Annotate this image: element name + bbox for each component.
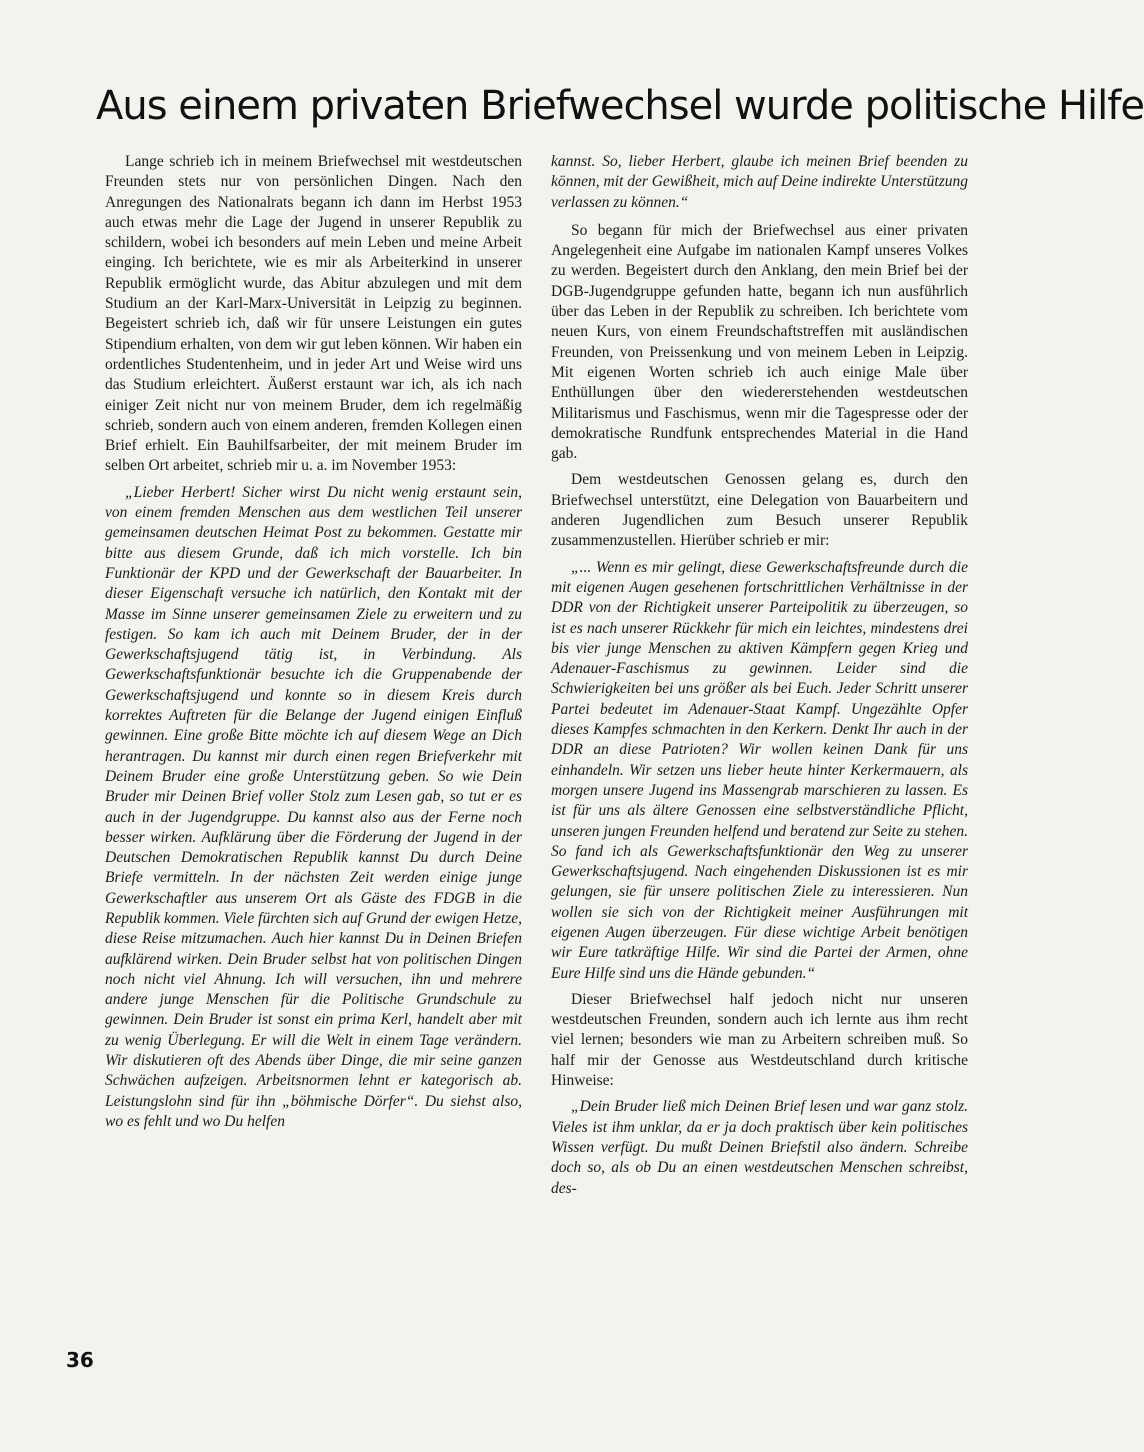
letter-quote-3: „Dein Bruder ließ mich Deinen Brief lesen und war ganz stolz. Vieles ist ihm unklar, da er ja doch praktisch über kein politisches Wissen verfügt. Du mußt Deinen Briefstil also ändern. Schreibe doch so, als ob Du an einen westdeutschen Menschen schreibst, des- [551, 1098, 968, 1197]
paragraph-2: So begann für mich der Briefwechsel aus einer privaten Angelegenheit eine Aufgabe im nationalen Kampf unseres Volkes zu werden. Begeistert durch den Anklang, den mein Brief bei der DGB-Jugendgruppe gefunden hatte, begann ich nun ausführlich über das Leben in der Republik zu schreiben. Ich berichtete vom neuen Kurs, von einem Freundschaftstreffen mit ausländischen Freunden, von Preissenkung und von meinem Leben in Leipzig. Mit eigenen Worten schrieb ich auch einige Male über Enthüllungen über den wiedererstehenden westdeutschen Militarismus und Faschismus, wenn mir die Tagespresse oder der demokratische Rundfunk entsprechendes Material in die Hand gab. [551, 221, 968, 463]
letter-quote-1: „Lieber Herbert! Sicher wirst Du nicht wenig erstaunt sein, von einem fremden Menschen aus dem westlichen Teil unserer gemeinsamen deutschen Heimat Post zu bekommen. Gestatte mir bitte aus diesem Grunde, daß ich mich vorstelle. Ich bin Funktionär der KPD und der Gewerkschaft der Bauarbeiter. In dieser Eigenschaft versuche ich natürlich, den Kontakt mit der Masse im Sinne unserer gemeinsamen Ziele zu erweitern und zu festigen. So kam ich auch mit Deinem Bruder, der in der Gewerkschaftsjugend tätig ist, in Verbindung. Als Gewerkschaftsfunktionär besuchte ich die Gruppenabende der Gewerkschaftsjugend und konnte so in diesem Kreis durch korrektes Auftreten für die Belange der Jugend einigen Einfluß gewinnen. Eine große Bitte möchte ich auf diesem Wege an Dich herantragen. Du kannst mir durch einen regen Briefverkehr mit Deinem Bruder eine große Unterstützung geben. So wie Dein Bruder mir Deinen Brief voller Stolz zum Lesen gab, so tut er es auch in der Jugendgruppe. Du kannst also aus der Ferne noch besser wirken. Aufklärung über die Förderung der Jugend in der Deutschen Demokratischen Republik kannst Du durch Deine Briefe vermitteln. In der nächsten Zeit werden einige junge Gewerkschaftler aus unserem Ort als Gäste des FDGB in die Republik kommen. Viele fürchten sich auf Grund der ewigen Hetze, diese Reise mitzumachen. Auch hier kannst Du in Deinen Briefen aufklärend wirken. Dein Bruder selbst hat von politischen Dingen noch nicht viel Ahnung. Ich will versuchen, ihn und mehrere andere junge Menschen für die Politische Grundschule zu gewinnen. Dein Bruder ist sonst ein prima Kerl, handelt aber mit zu wenig Überlegung. Er will die Welt in einem Tage verändern. Wir diskutieren oft des Abends über Dinge, die mir seine ganzen Schwächen aufzeigen. Arbeitsnormen lehnt er kategorisch ab. Leistungslohn sind für ihn „böhmische Dörfer“. Du siehst also, wo es fehlt und wo Du helfen [105, 483, 522, 1130]
paragraph-intro: Lange schrieb ich in meinem Briefwechsel mit westdeutschen Freunden stets nur von persönlichen Dingen. Nach den Anregungen des Nationalrats begann ich dann im Herbst 1953 auch etwas mehr die Lage der Jugend in unserer Republik zu schildern, wobei ich besonders auf mein Leben und meine Arbeit einging. Ich berichtete, wie es mir als Arbeiterkind in unserer Republik ermöglicht wurde, das Abitur abzulegen und mit dem Studium an der Karl-Marx-Universität in Leipzig zu beginnen. Begeistert schrieb ich, daß wir für unsere Leistungen ein gutes Stipendium erhalten, von dem wir gut leben können. Wir haben ein ordentliches Studentenheim, und in jeder Art und Weise wird uns das Studium erleichtert. Äußerst erstaunt war ich, als ich nach einiger Zeit nicht nur von meinem Bruder, dem ich regelmäßig schrieb, sondern auch von einem anderen, fremden Kollegen einen Brief erhielt. Ein Bauhilfsarbeiter, der mit meinem Bruder im selben Ort arbeitet, schrieb mir u. a. im November 1953: [105, 153, 522, 475]
letter-quote-1-continued: kannst. So, lieber Herbert, glaube ich meinen Brief beenden zu können, mit der Gewißheit, mich auf Deine indirekte Unterstützung verlassen zu können.“ [551, 153, 968, 211]
paragraph-3: Dem westdeutschen Genossen gelang es, durch den Briefwechsel unterstützt, eine Delegation von Bauarbeitern und anderen Jugendlichen zum Besuch unserer Republik zusammenzustellen. Hierüber schrieb er mir: [551, 471, 968, 550]
right-column [551, 152, 968, 1205]
left-column [105, 152, 522, 1138]
article-title: Aus einem privaten Briefwechsel wurde politische Hilfe [96, 83, 1144, 129]
paragraph-4: Dieser Briefwechsel half jedoch nicht nur unseren westdeutschen Freunden, sondern auch ich lernte aus ihm recht viel lernen; besonders wie man zu Arbeitern schreiben muß. So half mir der Genosse aus Westdeutschland durch kritische Hinweise: [551, 990, 968, 1090]
letter-quote-2: „... Wenn es mir gelingt, diese Gewerkschaftsfreunde durch die mit eigenen Augen gesehenen fortschrittlichen Verhältnisse in der DDR von der Richtigkeit unserer Parteipolitik zu überzeugen, so ist es nach unserer Rückkehr für mich ein leichtes, mindestens drei bis vier junge Menschen zu aktiven Kämpfern gegen Krieg und Adenauer-Faschismus zu gewinnen. Leider sind die Schwierigkeiten bei uns größer als bei Euch. Jeder Schritt unserer Partei bedeutet im Adenauer-Staat Kampf. Ungezählte Opfer dieses Kampfes schmachten in den Kerkern. Denkt Ihr auch in der DDR an diese Patrioten? Wir wollen keinen Dank für uns einhandeln. Wir setzen uns lieber heute hinter Kerkermauern, als morgen unsere Jugend ins Massengrab marschieren zu lassen. Es ist für uns als ältere Genossen eine selbstverständliche Pflicht, unseren jungen Freunden helfend und beratend zur Seite zu stehen. So fand ich als Gewerkschaftsfunktionär den Weg zu unserer Gewerkschaftsjugend. Nach eingehenden Diskussionen ist es mir gelungen, sie für unsere politischen Ziele zu interessieren. Nun wollen sie sich von der Richtigkeit meiner Ausführungen mit eigenen Augen überzeugen. Für diese wichtige Arbeit benötigen wir Eure tatkräftige Hilfe. Wir sind die Partei der Armen, ohne Eure Hilfe sind uns die Hände gebunden.“ [551, 558, 968, 982]
page-number: 36 [66, 1348, 94, 1372]
